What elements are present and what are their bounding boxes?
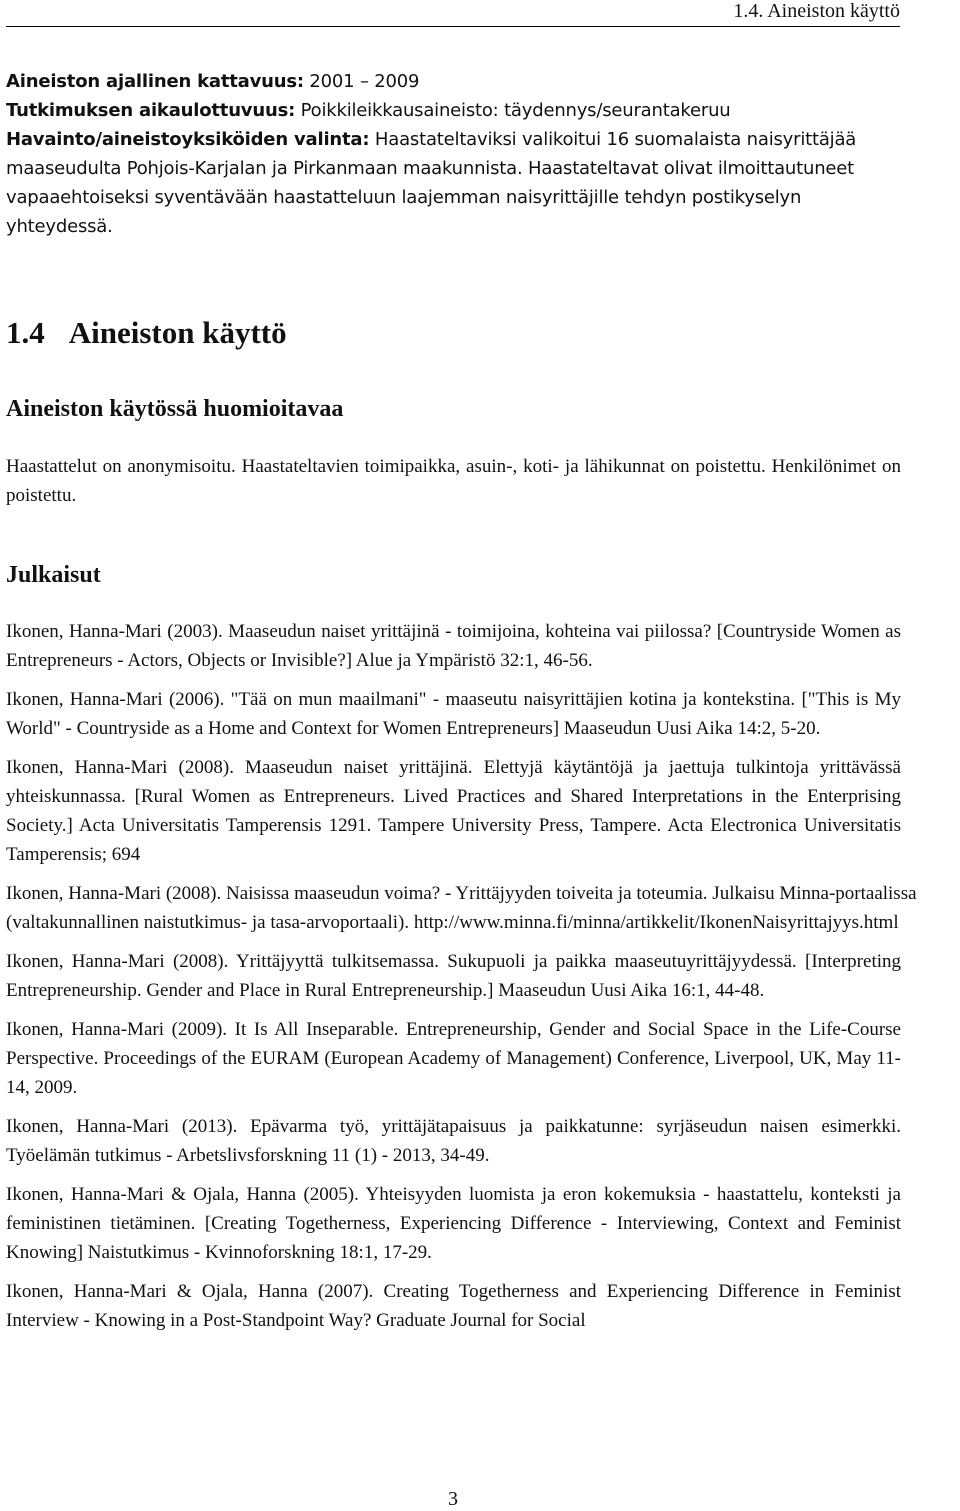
timescale-label: Tutkimuksen aikaulottuvuus: — [6, 100, 296, 121]
publication-entry: Ikonen, Hanna-Mari (2003). Maaseudun naiset yrittäjinä - toimijoina, kohteina vai piilossa? [Countryside Women as Entrepreneurs - Actors, Objects or Invisible?] Alue ja Ympäristö 32:1, 46-56. — [6, 621, 901, 671]
usage-heading: Aineiston käytössä huomioitavaa — [6, 396, 344, 422]
timescale-row — [6, 96, 906, 125]
running-header: 1.4. Aineiston käyttö — [6, 0, 900, 27]
section-title: Aineiston käyttö — [68, 315, 287, 350]
section-number: 1.4 — [6, 315, 45, 350]
section-heading — [6, 313, 287, 353]
publication-entry: Ikonen, Hanna-Mari (2008). Naisissa maaseudun voima? - Yrittäjyyden toiveita ja toteumia. Julkaisu Minna-portaalissa (valtakunnallinen naistutkimus- ja tasa-arvoportaali). http://www.minna.fi/minna/artikkelit/IkonenNaisyrittajyys.html — [6, 883, 917, 933]
coverage-value: 2001 – 2009 — [309, 71, 420, 92]
coverage-row — [6, 67, 906, 96]
selection-label: Havainto/aineistoyksiköiden valinta: — [6, 129, 370, 150]
coverage-label: Aineiston ajallinen kattavuus: — [6, 71, 304, 92]
publication-entry: Ikonen, Hanna-Mari (2008). Yrittäjyyttä tulkitsemassa. Sukupuoli ja paikka maaseutuyrittäjyydessä. [Interpreting Entrepreneurship. Gender and Place in Rural Entrepreneurship.] Maaseudun Uusi Aika 16:1, 44-48. — [6, 951, 901, 1001]
publication-entry: Ikonen, Hanna-Mari (2006). "Tää on mun maailmani" - maaseutu naisyrittäjien kotina ja kontekstina. ["This is My World" - Countryside as a Home and Context for Women Entrepreneurs] Maaseudun Uusi Aika 14:2, 5-20. — [6, 689, 901, 739]
publication-entry: Ikonen, Hanna-Mari (2008). Maaseudun naiset yrittäjinä. Elettyjä käytäntöjä ja jaettuja tulkintoja yrittävässä yhteiskunnassa. [Rural Women as Entrepreneurs. Lived Practices and Shared Interpretations in the Enterprising Society.] Acta Universitatis Tamperensis 1291. Tampere University Press, Tampere. Acta Electronica Universitatis Tamperensis; 694 — [6, 757, 901, 865]
page-number: 3 — [448, 1488, 458, 1510]
publication-entry: Ikonen, Hanna-Mari (2013). Epävarma työ, yrittäjätapaisuus ja paikkatunne: syrjäseudun naisen esimerkki. Työelämän tutkimus - Arbetslivsforskning 11 (1) - 2013, 34-49. — [6, 1116, 901, 1166]
selection-row — [6, 125, 906, 241]
publication-entry: Ikonen, Hanna-Mari & Ojala, Hanna (2007). Creating Togetherness and Experiencing Difference in Feminist Interview - Knowing in a Post-Standpoint Way? Graduate Journal for Social — [6, 1281, 901, 1331]
publication-entry: Ikonen, Hanna-Mari & Ojala, Hanna (2005). Yhteisyyden luomista ja eron kokemuksia - haastattelu, konteksti ja feministinen tietäminen. [Creating Togetherness, Experiencing Difference - Interviewing, Context and Feminist Knowing] Naistutkimus - Kvinnoforskning 18:1, 17-29. — [6, 1184, 901, 1263]
selection-value: Haastateltaviksi valikoitui 16 suomalaista naisyrittäjää maaseudulta Pohjois-Karjalan ja Pirkanmaan maakunnista. Haastateltavat olivat ilmoittautuneet vapaaehtoiseksi syventävään haastatteluun laajemman naisyrittäjille tehdyn postikyselyn yhteydessä. — [6, 129, 857, 237]
timescale-value: Poikkileikkausaineisto: täydennys/seurantakeruu — [300, 100, 731, 121]
publication-list — [6, 617, 917, 1345]
usage-text: Haastattelut on anonymisoitu. Haastateltavien toimipaikka, asuin-, koti- ja lähikunnat on poistettu. Henkilönimet on poistettu. — [6, 456, 901, 506]
dataset-metadata — [6, 67, 906, 241]
publication-entry: Ikonen, Hanna-Mari (2009). It Is All Inseparable. Entrepreneurship, Gender and Social Space in the Life-Course Perspective. Proceedings of the EURAM (European Academy of Management) Conference, Liverpool, UK, May 11-14, 2009. — [6, 1019, 901, 1098]
publications-heading: Julkaisut — [6, 562, 101, 588]
